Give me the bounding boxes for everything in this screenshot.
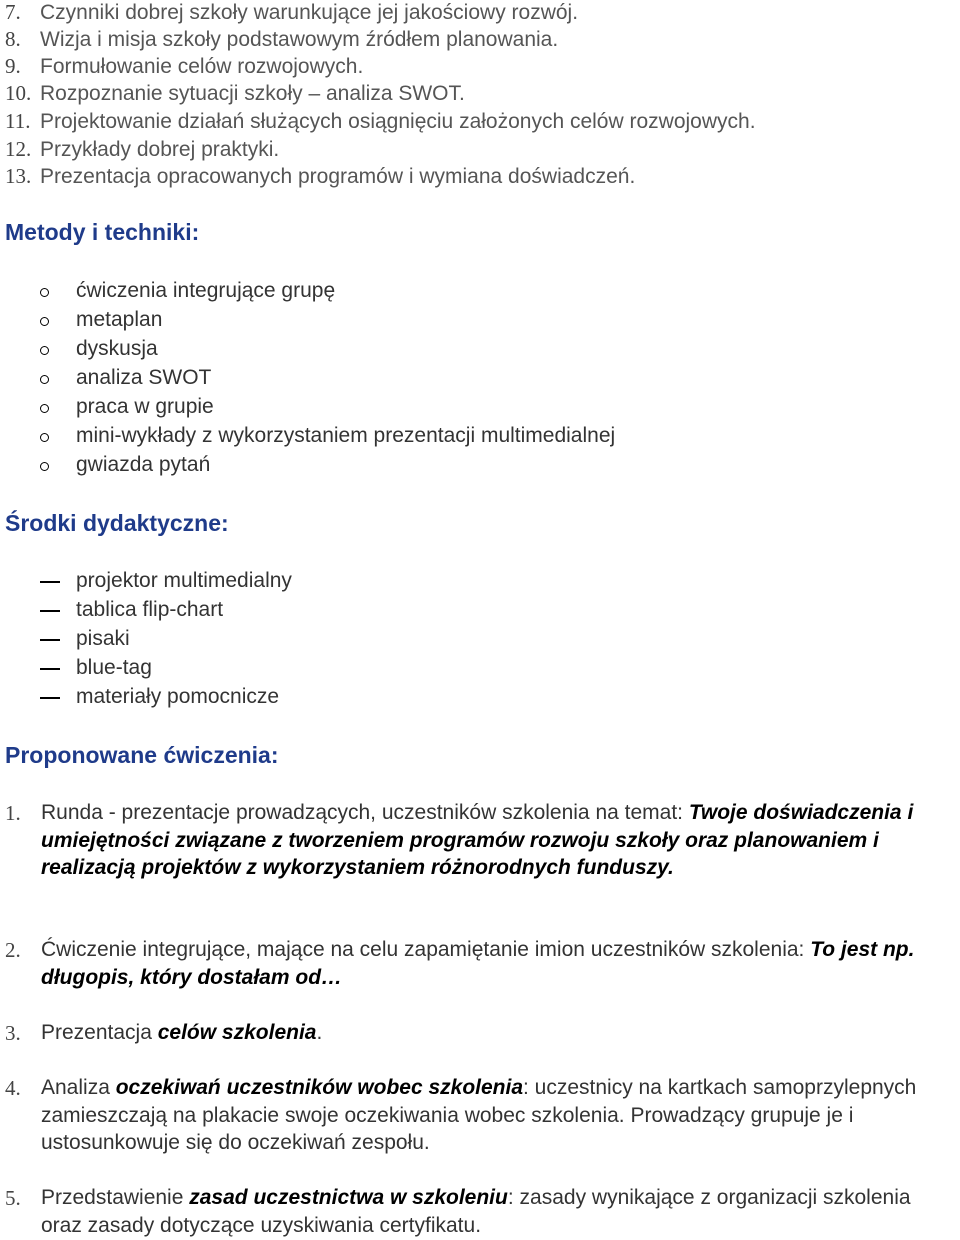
exercise-text-emphasis: zasad uczestnictwa w szkoleniu	[189, 1186, 508, 1209]
exercise-text-emphasis: celów szkolenia	[157, 1021, 317, 1044]
list-item	[5, 0, 578, 25]
method-item: mini-wykłady z wykorzystaniem prezentacji multimedialnej	[76, 424, 616, 447]
list-text: Rozpoznanie sytuacji szkoły – analiza SWOT.	[40, 82, 465, 105]
exercise-text-plain: Ćwiczenie integrujące, mające na celu zapamiętanie imion uczestników szkolenia:	[41, 938, 811, 961]
exercise-text	[41, 1184, 956, 1239]
exercise-text-emphasis: To jest np. długopis, który dostałam od…	[41, 938, 915, 989]
exercise-text-plain: Prezentacja	[41, 1021, 158, 1044]
exercise-text-plain: Analiza	[41, 1076, 116, 1099]
dash-icon	[40, 581, 60, 583]
bullet-icon	[40, 433, 49, 442]
list-number: 7.	[5, 0, 21, 24]
list-number: 13.	[5, 164, 32, 188]
exercise-text-plain: Runda - prezentacje prowadzących, uczestników szkolenia na temat:	[41, 801, 689, 824]
list-item	[5, 164, 635, 189]
list-number: 9.	[5, 54, 21, 78]
list-text: Projektowanie działań służących osiągnięciu założonych celów rozwojowych.	[40, 110, 756, 133]
method-item: gwiazda pytań	[76, 453, 211, 476]
exercise-text-plain: .	[316, 1021, 323, 1044]
list-item	[5, 27, 558, 52]
exercise-text	[41, 799, 956, 882]
dash-icon	[40, 610, 60, 612]
section-heading-exercises: Proponowane ćwiczenia:	[5, 742, 279, 768]
section-heading-aids: Środki dydaktyczne:	[5, 510, 229, 536]
bullet-icon	[40, 346, 49, 355]
list-number: 10.	[5, 81, 32, 105]
bullet-icon	[40, 462, 49, 471]
list-item	[5, 137, 279, 162]
list-text: Formułowanie celów rozwojowych.	[40, 55, 364, 78]
list-text: Czynniki dobrej szkoły warunkujące jej jakościowy rozwój.	[40, 1, 579, 24]
section-heading-methods: Metody i techniki:	[5, 219, 200, 245]
bullet-icon	[40, 317, 49, 326]
exercise-text-plain: : uczestnicy na kartkach samoprzylepnych zamieszczają na plakacie swoje oczekiwania wobec szkolenia. Prowadzący grupuje je i ustosunkowuje się do oczekiwań zespołu.	[41, 1076, 917, 1154]
exercise-text-plain: Przedstawienie	[41, 1186, 190, 1209]
exercise-number: 2.	[5, 938, 21, 962]
bullet-icon	[40, 288, 49, 297]
exercise-text	[41, 936, 956, 991]
aid-item: projektor multimedialny	[76, 569, 292, 592]
exercise-number: 5.	[5, 1186, 21, 1210]
exercise-text	[41, 1074, 956, 1157]
list-number: 11.	[5, 109, 31, 133]
list-text: Wizja i misja szkoły podstawowym źródłem planowania.	[40, 28, 559, 51]
list-item	[5, 109, 756, 134]
dash-icon	[40, 668, 60, 670]
exercise-text	[41, 1019, 956, 1047]
exercise-number: 4.	[5, 1076, 21, 1100]
list-item	[5, 54, 363, 79]
bullet-icon	[40, 375, 49, 384]
list-text: Przykłady dobrej praktyki.	[40, 138, 280, 161]
list-item	[5, 81, 465, 106]
exercise-number: 3.	[5, 1021, 21, 1045]
method-item: metaplan	[76, 308, 163, 331]
method-item: analiza SWOT	[76, 366, 212, 389]
aid-item: blue-tag	[76, 656, 152, 679]
aid-item: materiały pomocnicze	[76, 685, 280, 708]
aid-item: pisaki	[76, 627, 130, 650]
exercise-text-plain: : zasady wynikające z organizacji szkolenia oraz zasady dotyczące uzyskiwania certyfikatu.	[41, 1186, 911, 1237]
dash-icon	[40, 697, 60, 699]
exercise-text-emphasis: Twoje doświadczenia i umiejętności związane z tworzeniem programów rozwoju szkoły oraz planowaniem i realizacją projektów z wykorzystaniem różnorodnych funduszy.	[41, 801, 914, 879]
list-number: 8.	[5, 27, 21, 51]
method-item: ćwiczenia integrujące grupę	[76, 279, 336, 302]
exercise-text-emphasis: oczekiwań uczestników wobec szkolenia	[115, 1076, 524, 1099]
dash-icon	[40, 639, 60, 641]
method-item: praca w grupie	[76, 395, 214, 418]
list-number: 12.	[5, 137, 32, 161]
bullet-icon	[40, 404, 49, 413]
aid-item: tablica flip-chart	[76, 598, 224, 621]
exercise-number: 1.	[5, 801, 21, 825]
list-text: Prezentacja opracowanych programów i wymiana doświadczeń.	[40, 165, 636, 188]
method-item: dyskusja	[76, 337, 158, 360]
